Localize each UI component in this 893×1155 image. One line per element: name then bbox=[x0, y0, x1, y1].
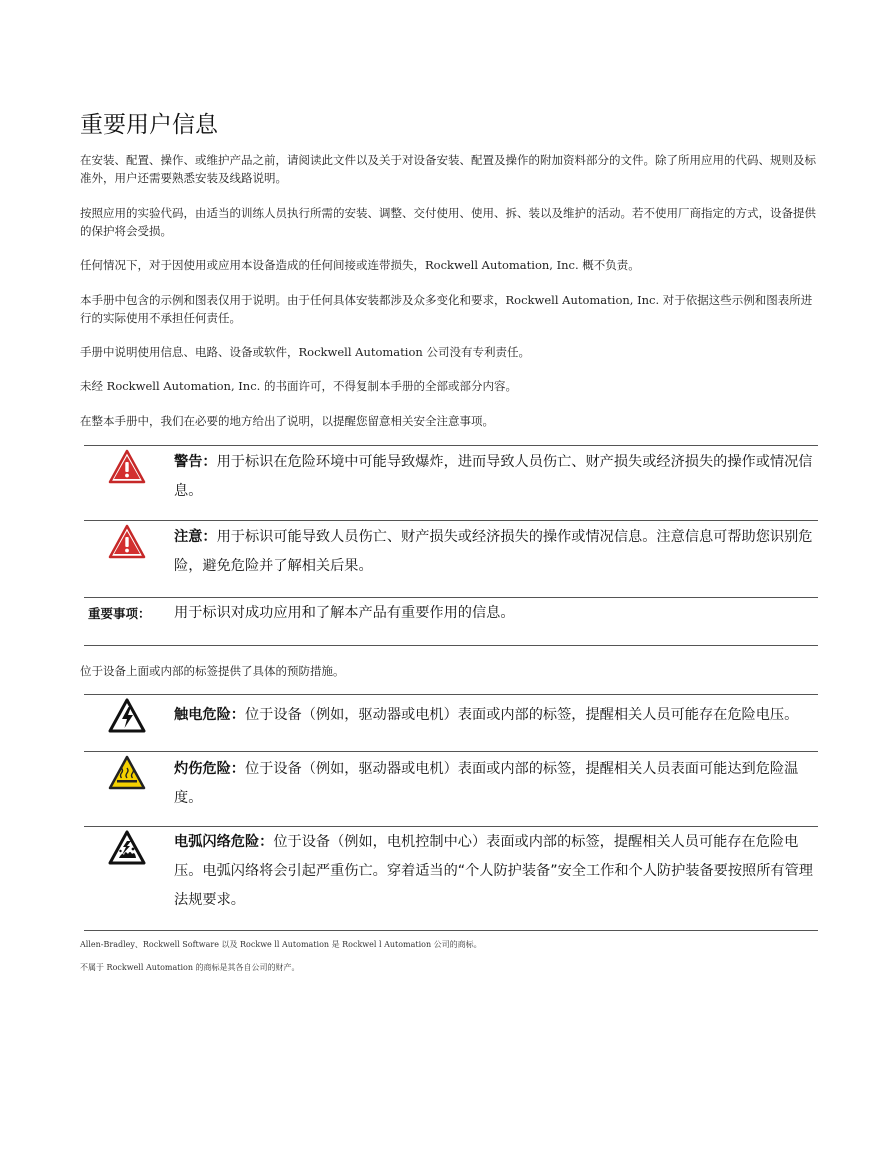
divider bbox=[84, 520, 818, 521]
arc-flash-text bbox=[174, 828, 818, 915]
warning-triangle-icon bbox=[108, 448, 146, 486]
footer-other-trademarks: 不属于 Rockwell Automation 的商标是其各自公司的财产。 bbox=[80, 963, 300, 972]
shock-hazard-text bbox=[174, 701, 818, 730]
paragraph-safety-intro: 在整本手册中，我们在必要的地方给出了说明，以提醒您留意相关安全注意事项。 bbox=[80, 414, 494, 428]
divider bbox=[84, 645, 818, 646]
burn-hazard-text bbox=[174, 755, 818, 813]
divider bbox=[84, 445, 818, 446]
paragraph-install: 在安装、配置、操作、或维护产品之前，请阅读此文件以及关于对设备安装、配置及操作的附加资料部分的文件。除了所用应用的代码、规则及标准外，用户还需要熟悉安装及线路说明。 bbox=[80, 153, 816, 185]
divider bbox=[84, 930, 818, 931]
divider bbox=[84, 751, 818, 752]
divider bbox=[84, 694, 818, 695]
paragraph-procedures: 按照应用的实验代码，由适当的训练人员执行所需的安装、调整、交付使用、使用、拆、装以及维护的活动。若不使用厂商指定的方式，设备提供的保护将会受损。 bbox=[80, 206, 816, 238]
warning-label: 警告： bbox=[174, 454, 217, 470]
burn-hazard-icon bbox=[108, 754, 146, 792]
shock-hazard-icon bbox=[108, 697, 146, 735]
arc-flash-label: 电弧闪络危险： bbox=[174, 834, 274, 850]
shock-hazard-label: 触电危险： bbox=[174, 707, 245, 723]
attention-triangle-icon bbox=[108, 523, 146, 561]
arc-flash-body: 位于设备（例如，电机控制中心）表面或内部的标签，提醒相关人员可能存在危险电压。电弧闪络将会引起严重伤亡。穿着适当的“个人防护装备”安全工作和个人防护装备要按照所有管理法规要求。 bbox=[174, 834, 813, 908]
important-text: 用于标识对成功应用和了解本产品有重要作用的信息。 bbox=[174, 605, 515, 621]
attention-label: 注意： bbox=[174, 529, 217, 545]
warning-body: 用于标识在危险环境中可能导致爆炸，进而导致人员伤亡、财产损失或经济损失的操作或情况信息。 bbox=[174, 454, 813, 499]
paragraph-patent: 手册中说明使用信息、电路、设备或软件，Rockwell Automation 公司没有专利责任。 bbox=[80, 345, 530, 359]
attention-text bbox=[174, 523, 818, 581]
arc-flash-hazard-icon bbox=[108, 829, 146, 867]
attention-body: 用于标识可能导致人员伤亡、财产损失或经济损失的操作或情况信息。注意信息可帮助您识别危险，避免危险并了解相关后果。 bbox=[174, 529, 813, 574]
important-label: 重要事项： bbox=[88, 606, 151, 621]
footer-trademarks: Allen-Bradley、Rockwell Software 以及 Rockwe ll Automation 是 Rockwel l Automation 公司的商标。 bbox=[80, 940, 482, 949]
divider bbox=[84, 597, 818, 598]
paragraph-reproduction: 未经 Rockwell Automation, Inc. 的书面许可，不得复制本手册的全部或部分内容。 bbox=[80, 379, 517, 393]
labels-intro: 位于设备上面或内部的标签提供了具体的预防措施。 bbox=[80, 664, 345, 678]
shock-hazard-body: 位于设备（例如，驱动器或电机）表面或内部的标签，提醒相关人员可能存在危险电压。 bbox=[244, 707, 799, 723]
divider bbox=[84, 826, 818, 827]
paragraph-liability: 任何情况下，对于因使用或应用本设备造成的任何间接或连带损失，Rockwell Automation, Inc. 概不负责。 bbox=[80, 258, 640, 272]
burn-hazard-body: 位于设备（例如，驱动器或电机）表面或内部的标签，提醒相关人员表面可能达到危险温度。 bbox=[174, 761, 799, 806]
paragraph-examples: 本手册中包含的示例和图表仅用于说明。由于任何具体安装都涉及众多变化和要求，Rockwell Automation, Inc. 对于依据这些示例和图表所进行的实际使用不承担任何责任。 bbox=[80, 293, 813, 325]
burn-hazard-label: 灼伤危险： bbox=[174, 761, 245, 777]
warning-text bbox=[174, 448, 818, 506]
page-title: 重要用户信息 bbox=[80, 112, 218, 138]
